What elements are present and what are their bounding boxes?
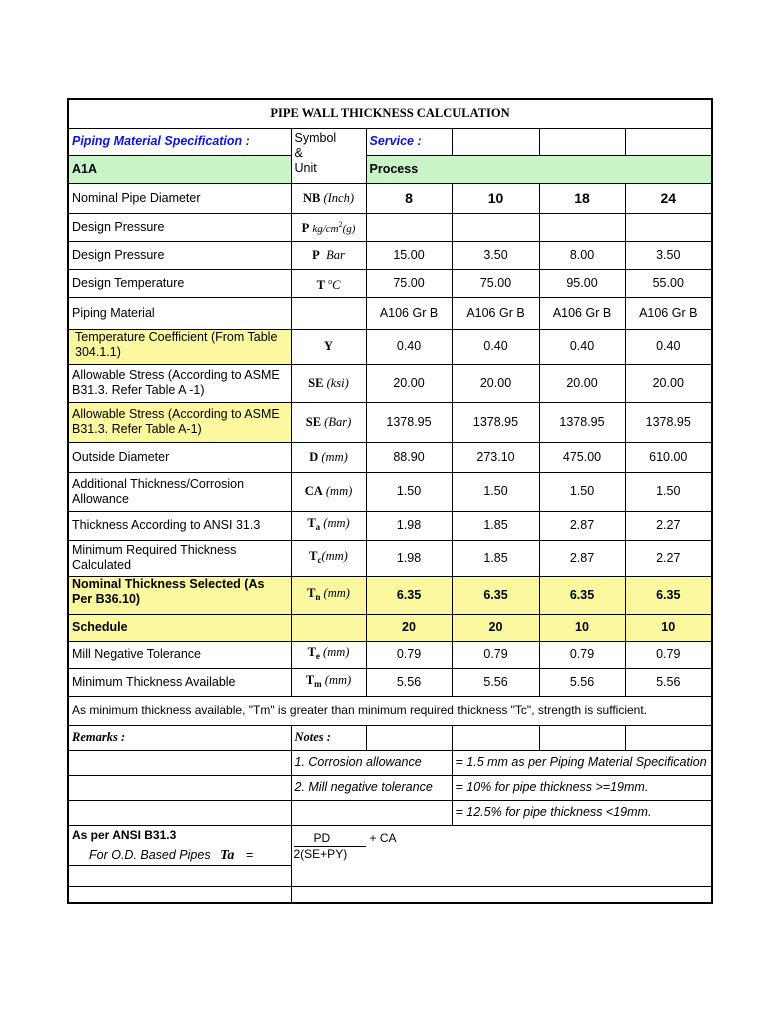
row-symbol-y: Y [291, 329, 366, 364]
temp-value: 55.00 [625, 269, 712, 297]
row-symbol-ta: $T_a$ (mm) [291, 511, 366, 540]
nb-value: 18 [539, 183, 625, 213]
tm-value: 5.56 [366, 668, 452, 696]
row-symbol-material [291, 297, 366, 329]
formula-denominator: 2(SE+PY) [293, 846, 348, 861]
row-symbol-schedule [291, 614, 366, 641]
service-value: Process [366, 155, 712, 183]
nb-value: 24 [625, 183, 712, 213]
tc-value: 1.98 [366, 540, 452, 576]
remarks-cell [68, 775, 291, 800]
row-label-y: Temperature Coefficient (From Table 304.1.1) [68, 329, 291, 364]
remarks-cell [68, 800, 291, 825]
tc-value: 2.27 [625, 540, 712, 576]
y-value: 0.40 [625, 329, 712, 364]
se-bar-value: 1378.95 [625, 402, 712, 442]
service-label: Service : [366, 128, 452, 155]
notes-label: Notes : [291, 725, 366, 750]
note-value: = 1.5 mm as per Piping Material Specification [452, 750, 712, 775]
pkg-value [452, 213, 539, 241]
ca-value: 1.50 [366, 472, 452, 511]
ta-value: 2.27 [625, 511, 712, 540]
tn-value: 6.35 [366, 576, 452, 614]
schedule-value: 20 [366, 614, 452, 641]
row-symbol-tn: $T_n$ (mm) [291, 576, 366, 614]
row-symbol-te: $T_e$ (mm) [291, 641, 366, 668]
conclusion-text: As minimum thickness available, "Tm" is greater than minimum required thickness "Tc", strength is sufficient. [68, 696, 712, 725]
service-blank-1 [452, 128, 539, 155]
row-symbol-nb: NB (Inch) [291, 183, 366, 213]
ta-value: 1.98 [366, 511, 452, 540]
row-symbol-temp: T $^o$C [291, 269, 366, 297]
tm-value: 5.56 [539, 668, 625, 696]
tm-value: 5.56 [625, 668, 712, 696]
symbol-unit-header: Symbol & Unit [291, 128, 366, 183]
note-value: = 12.5% for pipe thickness <19mm. [452, 800, 712, 825]
row-label-temp: Design Temperature [68, 269, 291, 297]
od-value: 475.00 [539, 442, 625, 472]
te-value: 0.79 [539, 641, 625, 668]
od-value: 88.90 [366, 442, 452, 472]
notes-blank [452, 725, 539, 750]
schedule-value: 10 [539, 614, 625, 641]
row-label-tm: Minimum Thickness Available [68, 668, 291, 696]
te-value: 0.79 [452, 641, 539, 668]
calculation-sheet [67, 98, 713, 904]
row-label-material: Piping Material [68, 297, 291, 329]
row-label-ta: Thickness According to ANSI 31.3 [68, 511, 291, 540]
tn-value: 6.35 [625, 576, 712, 614]
sheet-title: PIPE WALL THICKNESS CALCULATION [68, 99, 712, 128]
formula-fraction-area [291, 825, 712, 886]
ta-value: 2.87 [539, 511, 625, 540]
row-label-schedule: Schedule [68, 614, 291, 641]
notes-blank [366, 725, 452, 750]
ta-value: 1.85 [452, 511, 539, 540]
row-symbol-pkg: P $kg/cm^2(g)$ [291, 213, 366, 241]
spec-label: Piping Material Specification : [68, 128, 291, 155]
y-value: 0.40 [539, 329, 625, 364]
material-value: A106 Gr B [366, 297, 452, 329]
formula-blank [68, 866, 291, 886]
y-value: 0.40 [366, 329, 452, 364]
row-label-ca: Additional Thickness/Corrosion Allowance [68, 472, 291, 511]
y-value: 0.40 [452, 329, 539, 364]
formula-blank [68, 886, 291, 903]
se-bar-value: 1378.95 [366, 402, 452, 442]
service-blank-2 [539, 128, 625, 155]
formula-lhs-cell [68, 845, 291, 865]
note-item: 2. Mill negative tolerance [291, 775, 452, 800]
row-symbol-pbar: P Bar [291, 241, 366, 269]
te-value: 0.79 [625, 641, 712, 668]
pkg-value [625, 213, 712, 241]
row-label-tc: Minimum Required Thickness Calculated [68, 540, 291, 576]
row-label-te: Mill Negative Tolerance [68, 641, 291, 668]
notes-blank [539, 725, 625, 750]
se-ksi-value: 20.00 [625, 364, 712, 402]
od-value: 610.00 [625, 442, 712, 472]
remarks-label: Remarks : [68, 725, 291, 750]
formula-heading: As per ANSI B31.3 [68, 825, 291, 845]
ca-value: 1.50 [625, 472, 712, 511]
row-label-pkg: Design Pressure [68, 213, 291, 241]
formula-blank [291, 886, 712, 903]
service-blank-3 [625, 128, 712, 155]
se-bar-value: 1378.95 [452, 402, 539, 442]
row-symbol-se-ksi: SE (ksi) [291, 364, 366, 402]
nb-value: 8 [366, 183, 452, 213]
note-item: 1. Corrosion allowance [291, 750, 452, 775]
schedule-value: 10 [625, 614, 712, 641]
se-bar-value: 1378.95 [539, 402, 625, 442]
pbar-value: 15.00 [366, 241, 452, 269]
pbar-value: 8.00 [539, 241, 625, 269]
pbar-value: 3.50 [625, 241, 712, 269]
se-ksi-value: 20.00 [366, 364, 452, 402]
pbar-value: 3.50 [452, 241, 539, 269]
row-symbol-se-bar: SE (Bar) [291, 402, 366, 442]
row-symbol-ca: CA (mm) [291, 472, 366, 511]
formula-numerator: PD [313, 830, 331, 845]
formula-tail: + CA [369, 830, 397, 845]
notes-blank [625, 725, 712, 750]
se-ksi-value: 20.00 [452, 364, 539, 402]
formula-ta: Ta [220, 847, 235, 863]
pkg-value [366, 213, 452, 241]
row-symbol-tc: $T_c(mm)$ [291, 540, 366, 576]
formula-eq: = [245, 847, 254, 862]
ca-value: 1.50 [539, 472, 625, 511]
tm-value: 5.56 [452, 668, 539, 696]
row-label-tn: Nominal Thickness Selected (As Per B36.10) [68, 576, 291, 614]
tc-value: 2.87 [539, 540, 625, 576]
row-label-od: Outside Diameter [68, 442, 291, 472]
row-symbol-od: D (mm) [291, 442, 366, 472]
row-label-se-bar: Allowable Stress (According to ASME B31.3. Refer Table A-1) [68, 402, 291, 442]
row-label-se-ksi: Allowable Stress (According to ASME B31.3. Refer Table A -1) [68, 364, 291, 402]
row-label-pbar: Design Pressure [68, 241, 291, 269]
nb-value: 10 [452, 183, 539, 213]
note-value: = 10% for pipe thickness >=19mm. [452, 775, 712, 800]
note-item [291, 800, 452, 825]
remarks-cell [68, 750, 291, 775]
material-value: A106 Gr B [539, 297, 625, 329]
pkg-value [539, 213, 625, 241]
formula-lhs: For O.D. Based Pipes [89, 847, 211, 862]
temp-value: 75.00 [366, 269, 452, 297]
spec-value: A1A [68, 155, 291, 183]
se-ksi-value: 20.00 [539, 364, 625, 402]
schedule-value: 20 [452, 614, 539, 641]
tn-value: 6.35 [539, 576, 625, 614]
material-value: A106 Gr B [625, 297, 712, 329]
od-value: 273.10 [452, 442, 539, 472]
tn-value: 6.35 [452, 576, 539, 614]
tc-value: 1.85 [452, 540, 539, 576]
ca-value: 1.50 [452, 472, 539, 511]
row-symbol-tm: $T_m$ (mm) [291, 668, 366, 696]
row-label-nb: Nominal Pipe Diameter [68, 183, 291, 213]
te-value: 0.79 [366, 641, 452, 668]
temp-value: 75.00 [452, 269, 539, 297]
material-value: A106 Gr B [452, 297, 539, 329]
temp-value: 95.00 [539, 269, 625, 297]
